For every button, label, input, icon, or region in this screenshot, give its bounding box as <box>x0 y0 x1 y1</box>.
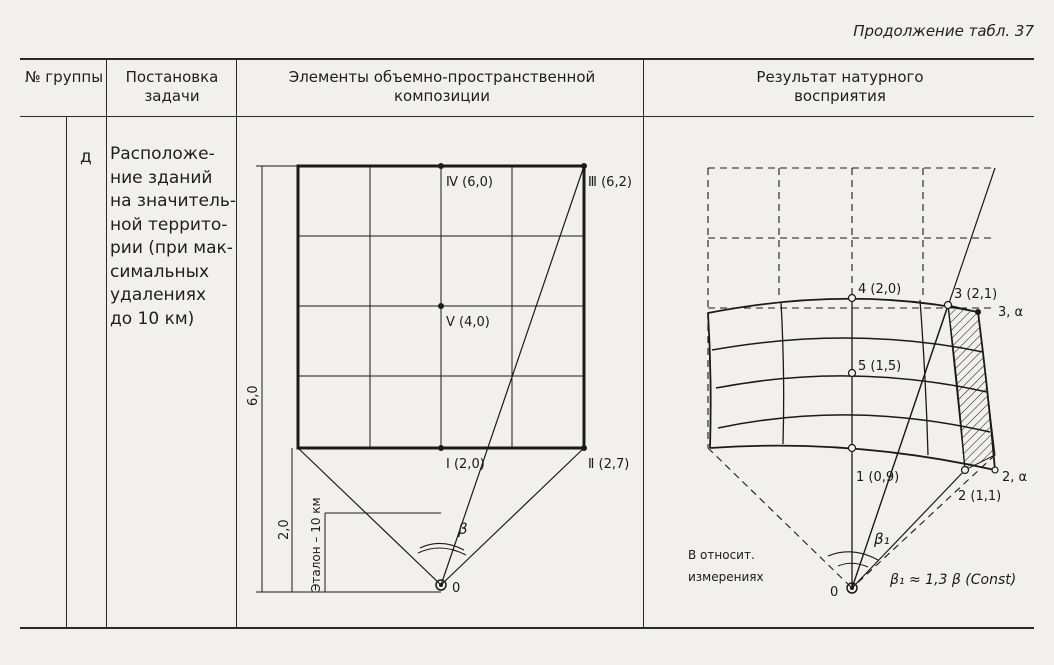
label-3a: 3, α <box>998 305 1024 320</box>
task-line: на значитель- <box>110 191 236 211</box>
side-left <box>708 313 711 448</box>
point-3a <box>975 309 981 315</box>
label-beta1: β₁ <box>874 530 890 548</box>
hatched-zone <box>948 305 995 470</box>
inner-v <box>781 302 784 444</box>
label-5: 5 (1,5) <box>858 359 902 374</box>
group-letter: д <box>80 147 92 167</box>
label-v: Ⅴ (4,0) <box>446 315 490 330</box>
angle-arc-small <box>838 563 868 567</box>
header-elements-text: Элементы объемно-пространственной композиции <box>288 68 596 105</box>
label-dim-inner: 2,0 <box>277 519 292 540</box>
label-origin-right: 0 <box>830 585 839 600</box>
label-iv: Ⅳ (6,0) <box>446 175 493 190</box>
label-ii: Ⅱ (2,7) <box>588 457 630 472</box>
task-line: удалениях <box>110 285 207 305</box>
label-2a: 2, α <box>1002 470 1028 485</box>
point-1 <box>849 445 856 452</box>
continuation-label: Продолжение табл. 37 <box>853 22 1034 40</box>
label-etalon: Эталон – 10 км <box>309 497 323 592</box>
label-4: 4 (2,0) <box>858 282 902 297</box>
curve-top <box>708 299 978 313</box>
task-line: до 10 км) <box>110 308 195 329</box>
note-line-2: измерениях <box>688 570 764 584</box>
label-2: 2 (1,1) <box>958 489 1002 504</box>
point-5 <box>849 370 856 377</box>
note-line-1: В относит. <box>688 548 755 562</box>
task-line: рии (при мак- <box>110 238 233 258</box>
point-4 <box>849 295 856 302</box>
label-dim-outer: 6,0 <box>246 385 261 406</box>
curve-2 <box>712 338 983 352</box>
label-formula: β₁ ≈ 1,3 β (Const) <box>890 572 1017 588</box>
point-3 <box>945 302 952 309</box>
task-line: симальных <box>110 261 210 282</box>
label-1: 1 (0,9) <box>856 470 900 485</box>
ray-to-point-2 <box>852 470 965 588</box>
task-line: ной террито- <box>110 214 228 235</box>
label-origin: 0 <box>452 581 461 596</box>
task-line: ние зданий <box>110 167 213 188</box>
label-beta: β <box>458 520 468 538</box>
curve-4 <box>718 415 990 432</box>
label-3: 3 (2,1) <box>954 287 998 302</box>
ray-to-point-3 <box>852 305 948 588</box>
header-result-text: Результат натурного восприятия <box>756 68 924 105</box>
header-task-text: Постановка задачи <box>125 68 219 105</box>
angle-beta1-arc <box>828 552 878 560</box>
point-2a <box>992 467 998 473</box>
ref-ray-left <box>708 448 852 588</box>
task-line: Расположе- <box>110 144 215 164</box>
point-2 <box>962 467 969 474</box>
label-iii: Ⅲ (6,2) <box>588 175 632 190</box>
header-group-text: № группы <box>24 68 104 86</box>
label-i: Ⅰ (2,0) <box>446 457 485 472</box>
